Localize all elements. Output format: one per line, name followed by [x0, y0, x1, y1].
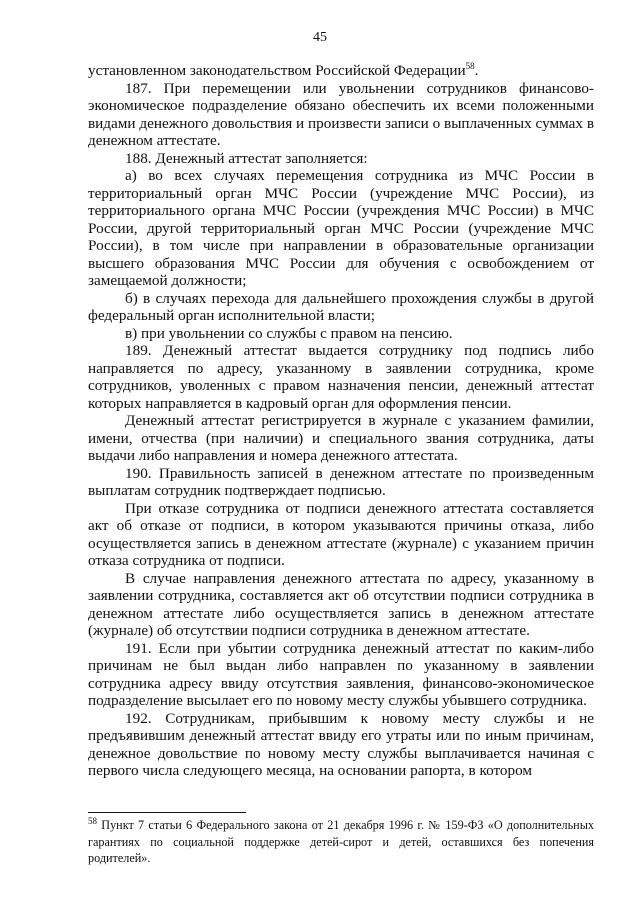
paragraph-188: 188. Денежный аттестат заполняется: [125, 149, 368, 167]
footnote-reference: 58 [465, 60, 475, 71]
paragraph-end: . [474, 62, 479, 79]
paragraph-190-refusal: При отказе сотрудника от подписи денежного аттестата составляется акт об отказе от подписи, в котором указываются причины отказа, либо осуществляется запись в денежном аттестате (журнале) с указанием причин отказа сотрудника от подписи. [88, 499, 594, 569]
paragraph-190: 190. Правильность записей в денежном аттестате по произведенным выплатам сотрудник подтверждает подписью. [88, 464, 594, 499]
paragraph-189-registration: Денежный аттестат регистрируется в журнале с указанием фамилии, имени, отчества (при наличии) и специального звания сотрудника, даты выдачи либо направления и номера денежного аттестата. [88, 412, 594, 464]
paragraph-text: установленном законодательством Российской Федерации [88, 62, 466, 79]
document-body [88, 62, 594, 780]
paragraph-189: 189. Денежный аттестат выдается сотруднику под подпись либо направляется по адресу, указанному в заявлении сотрудника, кроме сотрудников, уволенных с правом назначения пенсии, денежный аттестат которых направляется в кадровый орган для оформления пенсии. [88, 342, 594, 412]
paragraph-192: 192. Сотрудникам, прибывшим к новому месту службы и не предъявившим денежный аттестат ввиду его утраты или по иным причинам, денежное довольствие по новому месту службы выплачивается начиная с первого числа следующего месяца, на основании рапорта, в котором [88, 709, 594, 779]
footnote [88, 817, 594, 867]
footnote-paragraph [88, 817, 594, 867]
page-number: 45 [313, 30, 327, 45]
footnote-separator [88, 812, 246, 813]
paragraph-190-mail: В случае направления денежного аттестата по адресу, указанному в заявлении сотрудника, составляется акт об отсутствии подписи сотрудника в денежном аттестате либо осуществляется запись в денежном аттестате (журнале) об отсутствии подписи сотрудника в денежном аттестате. [88, 569, 594, 639]
footnote-marker: 58 [88, 815, 97, 826]
paragraph-188-a: а) во всех случаях перемещения сотрудника из МЧС России в территориальный орган МЧС России (учреждение МЧС России), из территориального органа МЧС России (учреждения МЧС России) в МЧС России, другой территориальный орган МЧС России (учреждение МЧС России), в том числе при направлении в образовательные организации высшего образования МЧС России для обучения с освобождением от замещаемой должности; [88, 167, 594, 289]
paragraph-188-b: б) в случаях перехода для дальнейшего прохождения службы в другой федеральный орган исполнительной власти; [88, 289, 594, 324]
paragraph-191: 191. Если при убытии сотрудника денежный аттестат по каким-либо причинам не был выдан либо направлен по указанному в заявлении сотрудника адресу ввиду отсутствия заявления, финансово-экономическое подразделение высылает его по новому месту службы убывшего сотрудника. [88, 639, 594, 709]
footnote-text: Пункт 7 статьи 6 Федерального закона от 21 декабря 1996 г. № 159-ФЗ «О дополнительных гарантиях по социальной поддержке детей-сирот и детей, оставшихся без попечения родителей». [88, 818, 594, 865]
paragraph [88, 62, 594, 80]
paragraph-188-v: в) при увольнении со службы с правом на пенсию. [125, 324, 453, 342]
paragraph-187: 187. При перемещении или увольнении сотрудников финансово-экономическое подразделение обязано обеспечить их всеми положенными видами денежного довольствия и произвести записи о выплаченных суммах в денежном аттестате. [88, 79, 594, 149]
